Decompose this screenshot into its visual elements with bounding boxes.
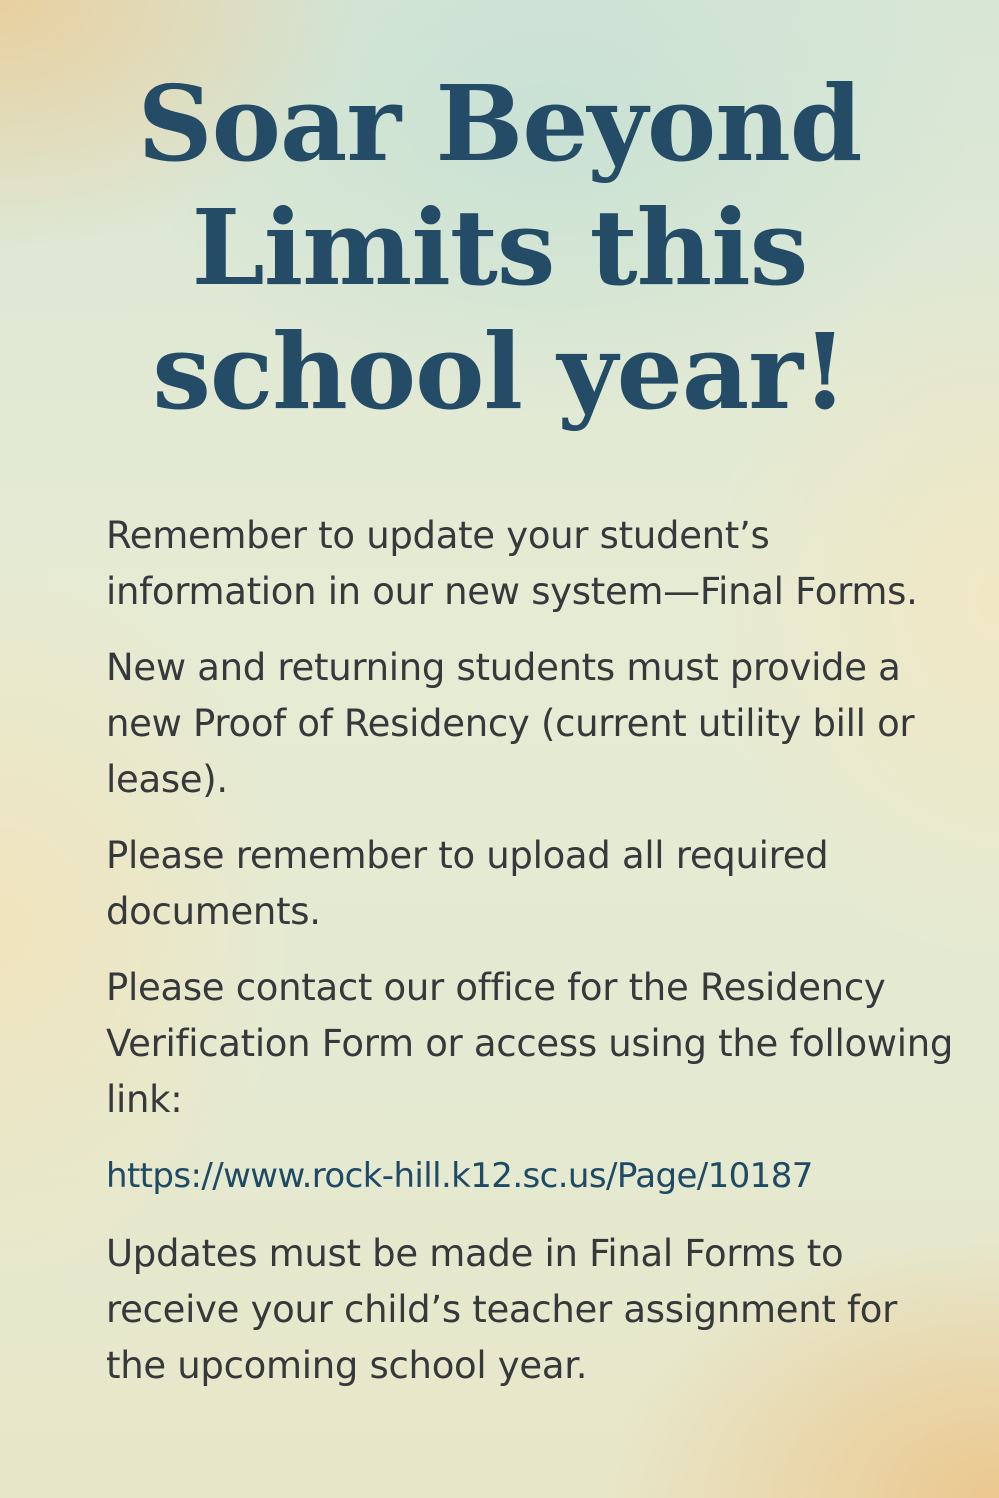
final-forms-reminder: Remember to update your student’s information in our new system—Final Forms.: [106, 514, 918, 613]
residency-form-link[interactable]: https://www.rock-hill.k12.sc.us/Page/10187: [106, 1156, 813, 1196]
body-copy: [106, 508, 956, 1414]
headline: Soar Beyond Limits this school year!: [137, 62, 862, 433]
upload-documents-reminder: Please remember to upload all required documents.: [106, 834, 829, 933]
proof-of-residency-notice: New and returning students must provide a new Proof of Residency (current utility bill or lease).: [106, 646, 915, 801]
contact-office-notice: Please contact our office for the Residency Verification Form or access using the following link:: [106, 966, 954, 1121]
closing-notice: Updates must be made in Final Forms to receive your child’s teacher assignment for the upcoming school year.: [106, 1232, 897, 1387]
